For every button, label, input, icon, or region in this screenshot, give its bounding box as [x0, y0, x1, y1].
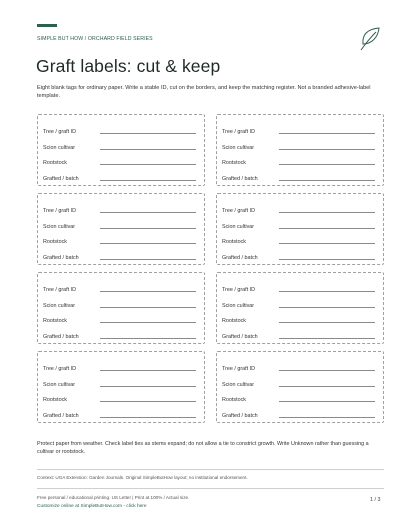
tag-field-row	[222, 390, 378, 406]
write-in-line	[279, 133, 375, 134]
tag-field-label: Scion cultivar	[43, 302, 76, 309]
tag-field-label: Rootstock	[43, 318, 67, 325]
write-in-line	[279, 243, 375, 244]
write-in-line	[100, 322, 196, 323]
write-in-line	[100, 291, 196, 292]
tag-field-label: Tree / graft ID	[222, 286, 256, 293]
tag-field-label: Rootstock	[43, 160, 67, 167]
tag-field-label: Scion cultivar	[43, 144, 76, 151]
tag-field-row	[43, 216, 199, 232]
customize-link[interactable]: Customize online at SimpleButHow.com - click here	[37, 504, 147, 509]
series-label: SIMPLE BUT HOW / ORCHARD FIELD SERIES	[37, 36, 153, 42]
write-in-line	[100, 417, 196, 418]
tag-field-label: Scion cultivar	[43, 223, 76, 230]
write-in-line	[279, 259, 375, 260]
tag-field-label: Tree / graft ID	[43, 365, 77, 372]
tag-field-label: Grafted / batch	[43, 255, 79, 262]
tag-field-row	[222, 153, 378, 169]
page-number: 1 / 3	[370, 497, 381, 503]
write-in-line	[100, 212, 196, 213]
care-note: Protect paper from weather. Check label ties as stems expand; do not allow a tie to constrict growth. Write Unknown rather than guessing a cultivar or rootstock.	[37, 441, 369, 455]
tag-field-row	[222, 326, 378, 342]
write-in-line	[100, 243, 196, 244]
write-in-line	[279, 212, 375, 213]
tag-field-label: Tree / graft ID	[43, 207, 77, 214]
tag-field-label: Rootstock	[222, 397, 246, 404]
tag-field-row	[222, 216, 378, 232]
write-in-line	[279, 228, 375, 229]
context-note: Context: UGA Extension: Garden Journals. Original SimpleButHow layout; no institutional endorsement.	[37, 475, 248, 480]
tag-field-label: Tree / graft ID	[222, 365, 256, 372]
tag-field-label: Rootstock	[222, 160, 246, 167]
write-in-line	[279, 180, 375, 181]
write-in-line	[100, 386, 196, 387]
tag-field-row	[222, 232, 378, 248]
tag-field-label: Scion cultivar	[222, 144, 255, 151]
tag-field-row	[222, 121, 378, 137]
graft-tag	[37, 114, 205, 186]
leaf-icon	[359, 26, 381, 52]
write-in-line	[279, 149, 375, 150]
graft-tag	[37, 193, 205, 265]
accent-bar	[37, 24, 57, 27]
write-in-line	[100, 133, 196, 134]
tag-field-row	[43, 137, 199, 153]
tag-field-label: Rootstock	[222, 239, 246, 246]
tag-field-row	[43, 295, 199, 311]
tag-field-label: Rootstock	[43, 239, 67, 246]
tag-field-row	[43, 247, 199, 263]
divider	[37, 488, 384, 489]
tag-field-label: Rootstock	[43, 397, 67, 404]
tag-field-row	[43, 168, 199, 184]
tag-field-label: Scion cultivar	[222, 381, 255, 388]
write-in-line	[100, 307, 196, 308]
intro-text: Eight blank tags for ordinary paper. Write a stable ID, cut on the borders, and keep the matching register. Not a branded adhesive-label template.	[37, 85, 371, 99]
tag-field-row	[43, 374, 199, 390]
tag-field-label: Scion cultivar	[222, 302, 255, 309]
tag-field-row	[43, 405, 199, 421]
graft-tag	[216, 193, 384, 265]
tag-field-label: Tree / graft ID	[43, 128, 77, 135]
tag-field-row	[43, 153, 199, 169]
tag-field-label: Grafted / batch	[222, 334, 258, 341]
tag-field-row	[43, 311, 199, 327]
write-in-line	[279, 322, 375, 323]
write-in-line	[100, 180, 196, 181]
write-in-line	[100, 164, 196, 165]
tag-field-label: Grafted / batch	[43, 334, 79, 341]
graft-tag	[216, 114, 384, 186]
tag-field-label: Grafted / batch	[222, 176, 258, 183]
tag-field-label: Grafted / batch	[222, 413, 258, 420]
write-in-line	[279, 386, 375, 387]
tag-field-row	[222, 200, 378, 216]
tag-field-row	[43, 232, 199, 248]
page-title: Graft labels: cut & keep	[36, 56, 221, 76]
tag-field-row	[43, 279, 199, 295]
write-in-line	[100, 228, 196, 229]
tag-field-label: Grafted / batch	[43, 176, 79, 183]
tag-field-label: Scion cultivar	[222, 223, 255, 230]
licence-note: Free personal / educational printing. US Letter | Print at 100% / Actual size.	[37, 495, 190, 500]
tag-field-row	[222, 311, 378, 327]
tag-field-label: Scion cultivar	[43, 381, 76, 388]
tag-field-row	[43, 326, 199, 342]
tag-field-row	[43, 358, 199, 374]
tag-field-row	[222, 247, 378, 263]
tag-field-row	[222, 374, 378, 390]
tag-field-row	[222, 295, 378, 311]
write-in-line	[279, 338, 375, 339]
tag-field-row	[222, 168, 378, 184]
graft-tag	[37, 272, 205, 344]
tag-field-row	[222, 137, 378, 153]
tag-field-label: Grafted / batch	[43, 413, 79, 420]
graft-tag	[37, 351, 205, 423]
tag-field-label: Tree / graft ID	[222, 128, 256, 135]
write-in-line	[279, 164, 375, 165]
tag-field-row	[222, 279, 378, 295]
tag-field-label: Rootstock	[222, 318, 246, 325]
write-in-line	[100, 259, 196, 260]
write-in-line	[279, 291, 375, 292]
tag-field-row	[43, 121, 199, 137]
write-in-line	[100, 370, 196, 371]
write-in-line	[100, 149, 196, 150]
divider	[37, 469, 384, 470]
tag-field-label: Grafted / batch	[222, 255, 258, 262]
tag-field-row	[222, 358, 378, 374]
write-in-line	[100, 401, 196, 402]
tag-field-label: Tree / graft ID	[43, 286, 77, 293]
write-in-line	[279, 307, 375, 308]
tag-field-row	[43, 390, 199, 406]
tag-grid	[37, 114, 384, 423]
tag-field-label: Tree / graft ID	[222, 207, 256, 214]
tag-field-row	[43, 200, 199, 216]
write-in-line	[279, 401, 375, 402]
graft-tag	[216, 351, 384, 423]
write-in-line	[279, 417, 375, 418]
write-in-line	[279, 370, 375, 371]
graft-tag	[216, 272, 384, 344]
tag-field-row	[222, 405, 378, 421]
write-in-line	[100, 338, 196, 339]
